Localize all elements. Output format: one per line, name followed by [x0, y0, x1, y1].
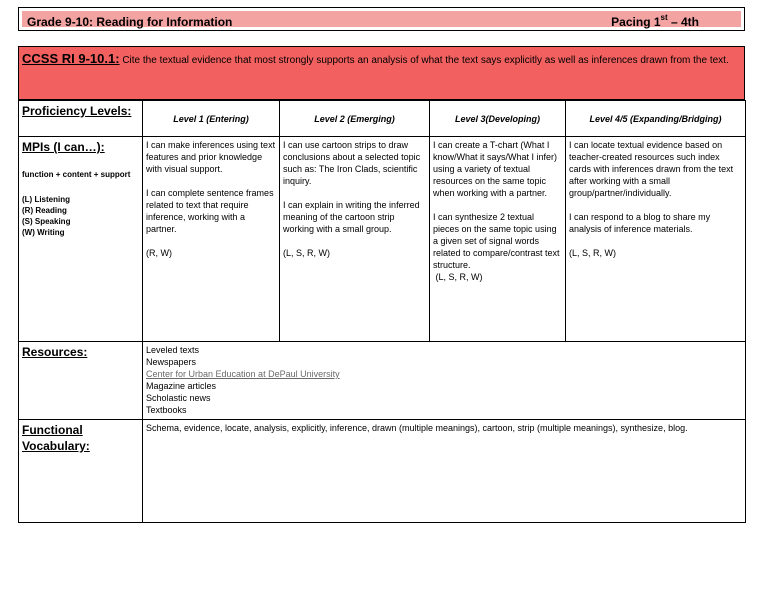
- resource-item: Magazine articles: [146, 381, 217, 391]
- proficiency-label: Proficiency Levels:: [22, 104, 132, 118]
- header-fill: [22, 11, 741, 27]
- page-title: Grade 9-10: Reading for Information: [27, 15, 233, 29]
- pacing-label: [611, 15, 699, 29]
- level-4-mpi-2: I can respond to a blog to share my analysis of inference materials.: [569, 212, 711, 234]
- standard-description: Cite the textual evidence that most strongly supports an analysis of what the text says explicitly as well as inferences drawn from the text.: [119, 55, 729, 66]
- level-1-mpi-cell: [143, 137, 280, 342]
- pacing-suffix: – 4th: [667, 15, 699, 29]
- mpi-table: [18, 100, 746, 523]
- level-2-mpi-cell: [280, 137, 430, 342]
- vocabulary-label-cell: [19, 420, 143, 523]
- resource-item: Leveled texts: [146, 345, 200, 355]
- level-4-mpi-1: I can locate textual evidence based on teacher-created resources such index cards with inferences drawn from the text after working with a small group/partner/individually.: [569, 140, 734, 198]
- level-4-domains: (L, S, R, W): [569, 248, 616, 258]
- domain-speaking: (S) Speaking: [22, 217, 71, 226]
- level-2-mpi-1: I can use cartoon strips to draw conclusions about a selected topic such as: The Iron Clads, scientific inquiry.: [283, 140, 421, 186]
- domain-reading: (R) Reading: [22, 206, 67, 215]
- level-2-header: Level 2 (Emerging): [280, 101, 430, 137]
- mpi-label: MPIs (I can…):: [22, 140, 105, 154]
- resource-link-depaul[interactable]: Center for Urban Education at DePaul University: [146, 369, 340, 379]
- level-4-header: Level 4/5 (Expanding/Bridging): [566, 101, 746, 137]
- vocabulary-label-line2: Vocabulary:: [22, 439, 90, 453]
- standard-text: [22, 52, 738, 68]
- standard-code: CCSS RI 9-10.1:: [22, 51, 120, 66]
- level-3-mpi-2: I can synthesize 2 textual pieces on the same topic using a given set of signal words related to compare/contrast text structure.: [433, 212, 560, 270]
- level-1-header: Level 1 (Entering): [143, 101, 280, 137]
- pacing-superscript: st: [660, 13, 668, 22]
- vocabulary-text: Schema, evidence, locate, analysis, explicitly, inference, drawn (multiple meanings), cartoon, strip (multiple meanings), synthesize, blog.: [146, 423, 688, 433]
- resources-list-cell: [143, 342, 746, 420]
- resources-label-cell: [19, 342, 143, 420]
- resource-item: Textbooks: [146, 405, 187, 415]
- level-1-domains: (R, W): [146, 248, 172, 258]
- level-2-mpi-2: I can explain in writing the inferred meaning of the cartoon strip working with a small group.: [283, 200, 420, 234]
- mpi-row: [19, 137, 746, 342]
- vocabulary-text-cell: [143, 420, 746, 523]
- header-bar: [18, 7, 745, 31]
- level-3-mpi-1: I can create a T-chart (What I know/What it says/What I infer) using a variety of textual resources on the same topic when working with a partner.: [433, 140, 558, 198]
- level-1-mpi-1: I can make inferences using text features and prior knowledge with visual support.: [146, 140, 276, 174]
- level-3-domains: (L, S, R, W): [433, 272, 483, 282]
- level-1-mpi-2: I can complete sentence frames related to text that require inference, working with a partner.: [146, 188, 274, 234]
- mpi-label-cell: [19, 137, 143, 342]
- proficiency-label-cell: [19, 101, 143, 137]
- vocabulary-row: [19, 420, 746, 523]
- pacing-prefix: Pacing 1: [611, 15, 661, 29]
- proficiency-row: [19, 101, 746, 137]
- domain-list: [22, 194, 139, 238]
- mpi-formula: function + content + support: [22, 170, 131, 179]
- resource-item: Scholastic news: [146, 393, 211, 403]
- level-2-domains: (L, S, R, W): [283, 248, 330, 258]
- level-3-mpi-cell: [430, 137, 566, 342]
- resource-item: Newspapers: [146, 357, 197, 367]
- vocabulary-label-line1: Functional: [22, 423, 83, 437]
- level-3-header: Level 3(Developing): [430, 101, 566, 137]
- level-4-mpi-cell: [566, 137, 746, 342]
- domain-listening: (L) Listening: [22, 195, 70, 204]
- domain-writing: (W) Writing: [22, 228, 65, 237]
- standard-box: [18, 46, 745, 100]
- resources-row: [19, 342, 746, 420]
- resources-label: Resources:: [22, 345, 88, 359]
